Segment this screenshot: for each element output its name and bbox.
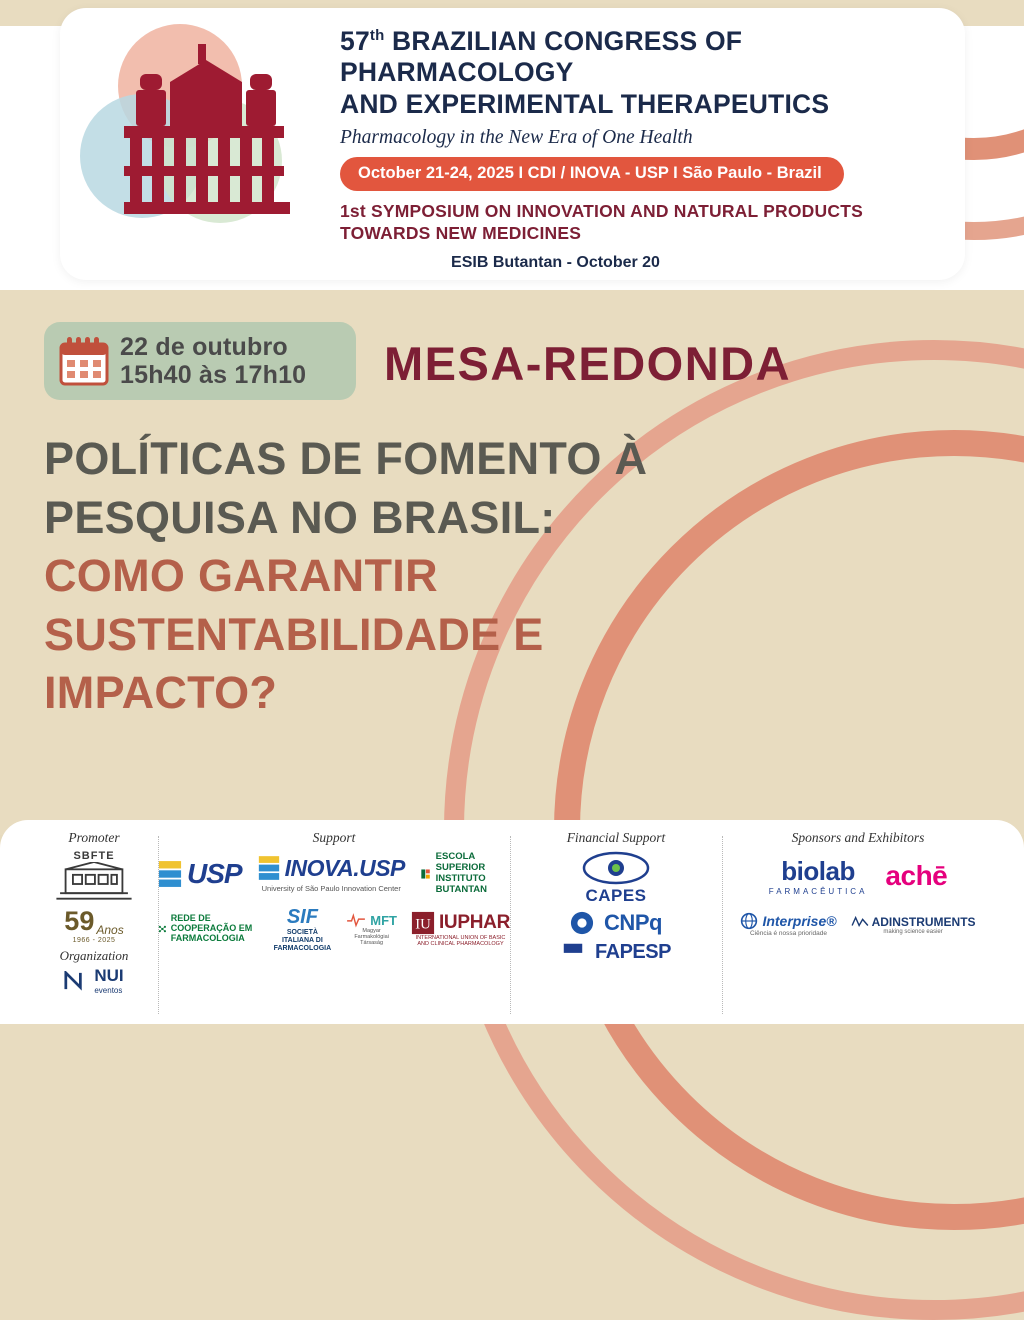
banner-title-number: 57 [340, 26, 370, 56]
anniversary-number: 59 [64, 906, 95, 936]
biolab-name: biolab [781, 856, 855, 886]
nui-sub: eventos [94, 986, 123, 995]
sbfte-emblem [49, 862, 139, 906]
sbfte-name: SBFTE [73, 850, 115, 862]
session-time: 15h40 às 17h10 [120, 361, 307, 389]
usp-logo [158, 858, 242, 890]
anniversary-word: Anos [96, 923, 124, 937]
calendar-icon [58, 335, 110, 387]
nui-mark-icon [64, 971, 84, 991]
banner-venue: ESIB Butantan - October 20 [451, 253, 660, 271]
sponsor-logo-row-2 [722, 912, 994, 937]
capes-logo [510, 850, 722, 906]
banner-symposium-line1: 1st SYMPOSIUM ON INNOVATION AND NATURAL PRODUCTS [340, 200, 863, 221]
inova-name: INOVA.USP [284, 854, 405, 881]
sif-sub: SOCIETÀ ITALIANA DI FARMACOLOGIA [273, 928, 332, 952]
rede-name: REDE DE COOPERAÇÃO EM FARMACOLOGIA [170, 913, 253, 944]
mft-name: MFT [370, 912, 397, 928]
session-title-line2: PESQUISA NO BRASIL: [44, 491, 556, 543]
biolab-sub: FARMACÊUTICA [768, 887, 868, 896]
adinstruments-wave-icon [851, 915, 869, 929]
inova-shield-icon [258, 854, 280, 882]
organization-label: Organization [59, 948, 129, 963]
svg-text:IU: IU [415, 916, 431, 933]
footer-column-financial [510, 822, 722, 1024]
fapesp-flag-icon [561, 940, 585, 964]
interprise-logo [740, 912, 836, 937]
session-datetime-text [120, 333, 306, 389]
usp-name: USP [187, 857, 242, 889]
sbfte-logo [30, 850, 158, 944]
banner-symposium-line2: TOWARDS NEW MEDICINES [340, 222, 582, 243]
banner-text-block [340, 26, 951, 272]
mft-sub: Magyar Farmakológiai Társaság [354, 928, 389, 947]
nui-name: NUI [94, 966, 124, 985]
iuphar-logo [411, 911, 510, 947]
banner-title-ordinal: th [369, 27, 385, 45]
interprise-sub: Ciência é nossa prioridade [750, 930, 827, 937]
anniversary-years: 1966 - 2025 [72, 937, 116, 944]
sponsor-logo-row-1 [722, 856, 994, 896]
interprise-globe-icon [740, 912, 758, 930]
session-subtitle-line1: COMO GARANTIR [44, 550, 438, 601]
adinstruments-name: ADINSTRUMENTS [871, 914, 976, 929]
rede-network-icon [158, 919, 167, 939]
cnpq-name: CNPq [604, 910, 662, 935]
rede-farmacologia-logo [158, 914, 259, 944]
iuphar-sub: INTERNATIONAL UNION OF BASIC AND CLINICAL PHARMACOLOGY [415, 935, 506, 948]
mft-heartbeat-icon [346, 912, 366, 928]
sponsors-label: Sponsors and Exhibitors [791, 830, 925, 845]
banner-title-line2: AND EXPERIMENTAL THERAPEUTICS [340, 88, 830, 119]
fapesp-name: FAPESP [595, 940, 671, 963]
butantan-logo [421, 852, 510, 896]
footer-logos [30, 822, 994, 1024]
inova-usp-logo [258, 854, 405, 893]
biolab-logo [769, 856, 868, 896]
footer-column-promoter [30, 822, 158, 1024]
financial-label: Financial Support [566, 830, 666, 845]
capes-eye-icon [580, 850, 652, 886]
sif-logo [273, 906, 333, 953]
banner-title-main: BRAZILIAN CONGRESS OF PHARMACOLOGY [340, 26, 743, 88]
footer-column-sponsors [722, 822, 994, 1024]
footer-column-support [158, 822, 510, 1024]
usp-shield-icon [158, 859, 182, 889]
nui-logo [30, 966, 158, 995]
ache-name: achē [885, 860, 948, 891]
congress-banner [60, 8, 965, 280]
banner-symposium [340, 201, 951, 245]
support-label: Support [312, 830, 356, 845]
banner-date-pill: October 21-24, 2025 I CDI / INOVA - USP I São Paulo - Brazil [340, 157, 844, 191]
butantan-name: ESCOLA SUPERIOR INSTITUTO BUTANTAN [435, 851, 488, 895]
adinstruments-logo [851, 915, 976, 935]
cnpq-mark-icon [570, 911, 594, 935]
promoter-label: Promoter [68, 830, 120, 845]
ache-logo [885, 860, 947, 892]
cnpq-logo [510, 910, 722, 936]
iuphar-name: IUPHAR [438, 912, 510, 934]
session-date: 22 de outubro [120, 333, 288, 361]
adinstruments-sub: making science easier [883, 928, 943, 935]
banner-title [340, 26, 951, 120]
fapesp-logo [510, 940, 722, 964]
congress-logo [80, 16, 335, 266]
session-subtitle-line3: IMPACTO? [44, 667, 278, 718]
session-subtitle-line2: SUSTENTABILIDADE E [44, 608, 544, 660]
interprise-name: Interprise® [762, 913, 837, 929]
congress-logo-artwork [80, 16, 335, 266]
session-title-line1: POLÍTICAS DE FOMENTO À [44, 433, 648, 484]
iuphar-mark-icon [411, 911, 435, 935]
session-datetime-chip [44, 322, 356, 400]
mft-logo [346, 912, 397, 946]
sif-name: SIF [286, 905, 318, 928]
support-logo-row-2 [158, 906, 510, 953]
support-logo-row-1 [158, 852, 510, 896]
session-title [44, 430, 804, 723]
session-type: MESA-REDONDA [384, 337, 792, 390]
capes-name: CAPES [585, 886, 647, 905]
butantan-mark-icon [421, 860, 431, 888]
inova-sub: University of São Paulo Innovation Center [261, 884, 401, 894]
banner-subtitle: Pharmacology in the New Era of One Health [340, 126, 693, 148]
